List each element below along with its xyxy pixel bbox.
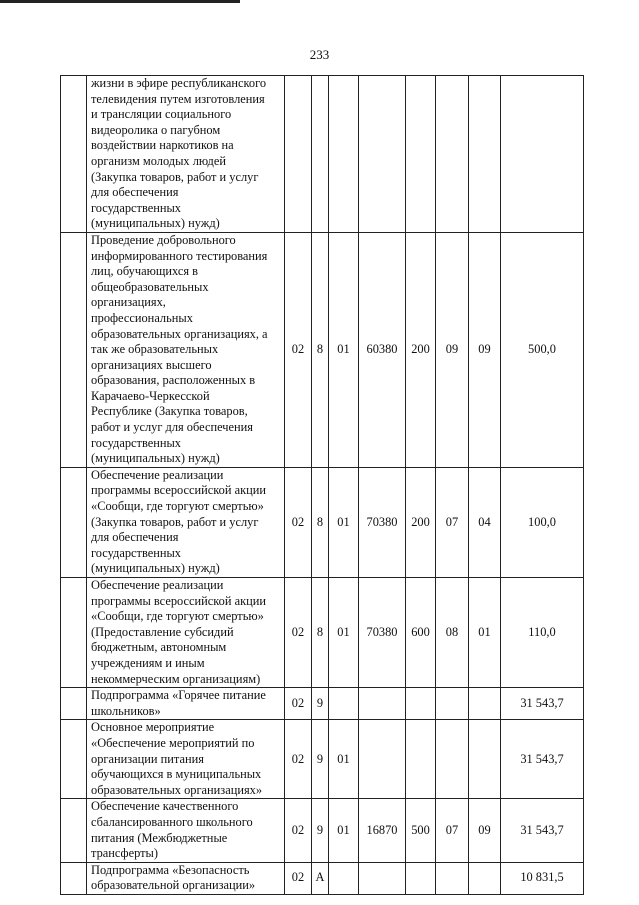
code-cell-c4: 60380 <box>359 232 406 467</box>
code-cell-c6 <box>436 720 469 799</box>
code-cell-c2: 9 <box>312 688 329 720</box>
code-cell-c5: 200 <box>406 467 436 577</box>
code-cell-c4: 70380 <box>359 467 406 577</box>
page-number: 233 <box>309 47 330 62</box>
amount-cell <box>501 76 584 233</box>
code-cell-c4 <box>359 720 406 799</box>
code-cell-c1: 02 <box>285 862 312 894</box>
code-cell-c5: 500 <box>406 799 436 862</box>
row-number-cell <box>61 688 87 720</box>
amount-cell: 500,0 <box>501 232 584 467</box>
code-cell-c7: 09 <box>469 799 501 862</box>
code-cell-c7: 01 <box>469 578 501 688</box>
code-cell-c3: 01 <box>329 467 359 577</box>
code-cell-c1 <box>285 76 312 233</box>
amount-cell: 31 543,7 <box>501 688 584 720</box>
code-cell-c4 <box>359 862 406 894</box>
code-cell-c1: 02 <box>285 232 312 467</box>
amount-cell: 31 543,7 <box>501 799 584 862</box>
code-cell-c5 <box>406 76 436 233</box>
code-cell-c4: 16870 <box>359 799 406 862</box>
row-number-cell <box>61 720 87 799</box>
code-cell-c1: 02 <box>285 720 312 799</box>
code-cell-c7 <box>469 862 501 894</box>
row-description: жизни в эфире республиканского телевидения путем изготовления и трансляции социального видеоролика о пагубном воздействии наркотиков на организм молодых людей (Закупка товаров, работ и услуг для обеспечения государственных (муниципальных) нужд) <box>87 76 285 233</box>
code-cell-c6 <box>436 688 469 720</box>
code-cell-c6 <box>436 76 469 233</box>
code-cell-c7 <box>469 76 501 233</box>
code-cell-c5 <box>406 862 436 894</box>
code-cell-c2: 9 <box>312 799 329 862</box>
code-cell-c2: 8 <box>312 467 329 577</box>
code-cell-c1: 02 <box>285 578 312 688</box>
code-cell-c5: 200 <box>406 232 436 467</box>
row-description: Основное мероприятие «Обеспечение мероприятий по организации питания обучающихся в муниципальных образовательных организациях» <box>87 720 285 799</box>
code-cell-c5: 600 <box>406 578 436 688</box>
code-cell-c3: 01 <box>329 232 359 467</box>
code-cell-c7: 04 <box>469 467 501 577</box>
row-description: Подпрограмма «Горячее питание школьников» <box>87 688 285 720</box>
code-cell-c6: 09 <box>436 232 469 467</box>
code-cell-c6: 08 <box>436 578 469 688</box>
row-number-cell <box>61 232 87 467</box>
code-cell-c1: 02 <box>285 467 312 577</box>
row-number-cell <box>61 862 87 894</box>
code-cell-c7 <box>469 688 501 720</box>
table-row <box>61 578 584 688</box>
code-cell-c1: 02 <box>285 688 312 720</box>
code-cell-c5 <box>406 688 436 720</box>
table-row <box>61 862 584 894</box>
code-cell-c6 <box>436 862 469 894</box>
code-cell-c2: А <box>312 862 329 894</box>
row-number-cell <box>61 76 87 233</box>
table-row <box>61 232 584 467</box>
table-row <box>61 76 584 233</box>
row-description: Подпрограмма «Безопасность образовательной организации» <box>87 862 285 894</box>
row-description: Проведение добровольного информированного тестирования лиц, обучающихся в общеобразовательных организациях, профессиональных образовательных организациях, а так же образовательных организациях высшего образования, расположенных в Карачаево-Черкесской Республике (Закупка товаров, работ и услуг для обеспечения государственных (муниципальных) нужд) <box>87 232 285 467</box>
table-row <box>61 467 584 577</box>
code-cell-c3 <box>329 76 359 233</box>
row-description: Обеспечение реализации программы всероссийской акции «Сообщи, где торгуют смертью» (Закупка товаров, работ и услуг для обеспечения государственных (муниципальных) нужд) <box>87 467 285 577</box>
table-row <box>61 688 584 720</box>
amount-cell: 31 543,7 <box>501 720 584 799</box>
code-cell-c3 <box>329 688 359 720</box>
code-cell-c1: 02 <box>285 799 312 862</box>
code-cell-c3: 01 <box>329 720 359 799</box>
code-cell-c6: 07 <box>436 467 469 577</box>
code-cell-c7 <box>469 720 501 799</box>
row-number-cell <box>61 799 87 862</box>
code-cell-c2: 9 <box>312 720 329 799</box>
top-rule <box>0 0 240 3</box>
code-cell-c4 <box>359 688 406 720</box>
amount-cell: 110,0 <box>501 578 584 688</box>
code-cell-c4: 70380 <box>359 578 406 688</box>
code-cell-c3: 01 <box>329 578 359 688</box>
code-cell-c2: 8 <box>312 578 329 688</box>
code-cell-c7: 09 <box>469 232 501 467</box>
code-cell-c3: 01 <box>329 799 359 862</box>
row-number-cell <box>61 578 87 688</box>
amount-cell: 10 831,5 <box>501 862 584 894</box>
code-cell-c5 <box>406 720 436 799</box>
code-cell-c2 <box>312 76 329 233</box>
row-description: Обеспечение реализации программы всероссийской акции «Сообщи, где торгуют смертью» (Предоставление субсидий бюджетным, автономным учреждениям и иным некоммерческим организациям) <box>87 578 285 688</box>
table-row <box>61 720 584 799</box>
code-cell-c3 <box>329 862 359 894</box>
code-cell-c6: 07 <box>436 799 469 862</box>
table-row <box>61 799 584 862</box>
amount-cell: 100,0 <box>501 467 584 577</box>
code-cell-c4 <box>359 76 406 233</box>
budget-table <box>60 75 584 895</box>
row-number-cell <box>61 467 87 577</box>
row-description: Обеспечение качественного сбалансированного школьного питания (Межбюджетные трансферты) <box>87 799 285 862</box>
code-cell-c2: 8 <box>312 232 329 467</box>
